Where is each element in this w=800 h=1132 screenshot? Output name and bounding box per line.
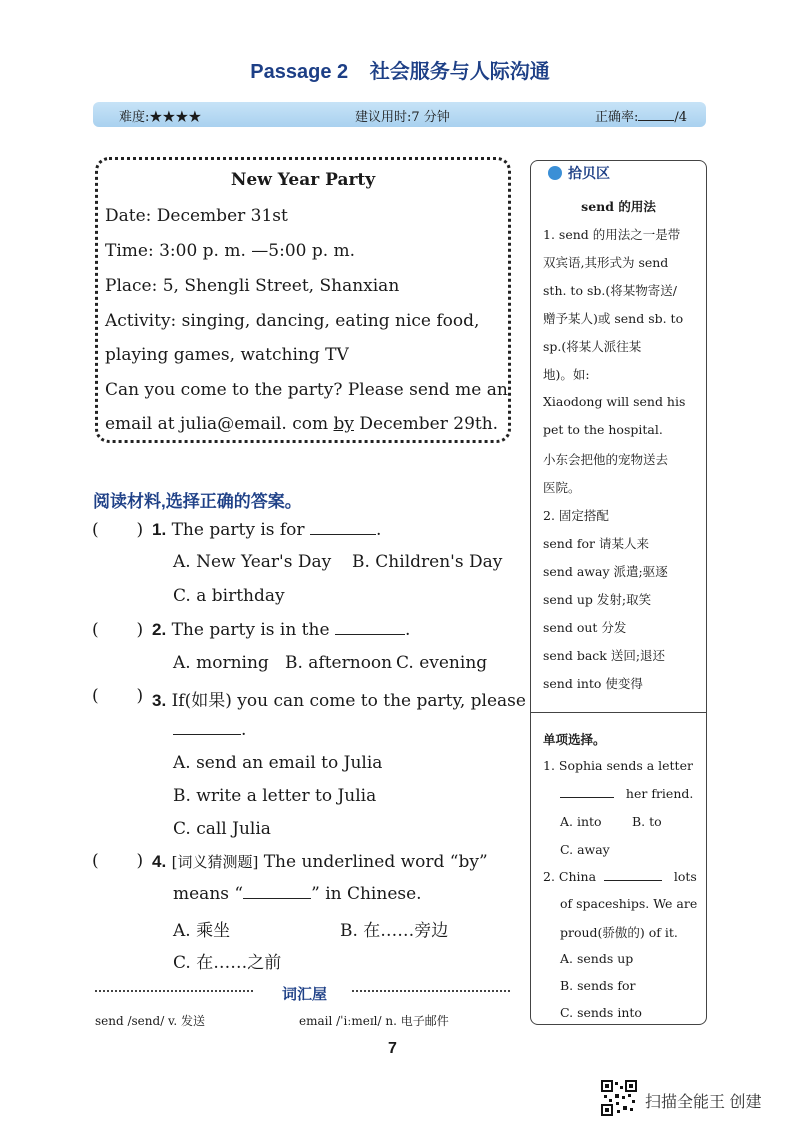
sidebar-line: 1. send 的用法之一是带: [543, 227, 681, 242]
notice-activity-2: playing games, watching TV: [105, 345, 349, 365]
exercise-line: [543, 869, 697, 884]
question-number: 3.: [152, 691, 167, 710]
exercise-option[interactable]: B. to: [632, 814, 662, 829]
sidebar-line: 赠予某人)或 send sb. to: [543, 311, 684, 326]
question-number: 2.: [152, 620, 167, 639]
exercise-text: lots: [673, 869, 697, 884]
sidebar-subtitle: send 的用法: [581, 199, 656, 214]
notice-frame: [95, 157, 511, 443]
question-4-line-2: [173, 884, 422, 904]
notice-time: Time: 3:00 p. m. —5:00 p. m.: [105, 241, 356, 261]
sidebar-line: 地)。如:: [543, 367, 590, 382]
question-number: 4.: [152, 852, 167, 871]
question-3: [152, 686, 526, 711]
accuracy-field: [595, 106, 687, 125]
answer-blank[interactable]: [310, 534, 376, 535]
invite-text-b: December 29th.: [353, 414, 499, 434]
accuracy-label: 正确率:: [595, 110, 639, 125]
question-1: [152, 520, 381, 540]
question-4: [152, 851, 488, 872]
passage-label: Passage 2: [250, 61, 349, 83]
question-end: .: [404, 620, 411, 640]
answer-blank[interactable]: [243, 898, 311, 899]
option-1c[interactable]: C. a birthday: [173, 586, 285, 606]
vocab-title: 词汇屋: [282, 986, 328, 1003]
exercise-option[interactable]: A. into: [560, 814, 602, 829]
option-4a[interactable]: A. 乘坐: [173, 921, 231, 941]
vocab-divider-left: [95, 990, 253, 992]
accuracy-total: /4: [674, 110, 688, 125]
shell-icon: [548, 166, 562, 180]
answer-blank[interactable]: [335, 634, 405, 635]
sidebar-line: sp.(将某人派往某: [543, 339, 642, 354]
accuracy-blank[interactable]: [638, 120, 674, 121]
answer-paren-4[interactable]: ( ): [92, 851, 144, 871]
question-text: The party is in the: [171, 620, 330, 640]
exercise-line: of spaceships. We are: [560, 896, 698, 911]
answer-paren-1[interactable]: ( ): [92, 520, 144, 540]
sidebar-divider: [530, 712, 707, 713]
exercise-blank[interactable]: [604, 880, 662, 881]
exercise-title: 单项选择。: [543, 733, 606, 747]
sidebar-line: sth. to sb.(将某物寄送/: [543, 283, 677, 298]
sidebar-line: send for 请某人来: [543, 536, 649, 551]
sidebar-line: send away 派遣;驱逐: [543, 564, 668, 579]
sidebar-line: send out 分发: [543, 620, 627, 635]
question-text-b: ” in Chinese.: [311, 884, 422, 904]
option-2b[interactable]: B. afternoon: [285, 653, 393, 673]
invite-text-a: email at julia@email. com: [105, 414, 334, 434]
question-end: .: [375, 520, 382, 540]
page-title: [0, 55, 800, 84]
question-text: If(如果) you can come to the party, please: [171, 691, 526, 711]
suggested-time: 建议用时:7 分钟: [355, 110, 450, 125]
vocab-divider-right: [352, 990, 510, 992]
exercise-option[interactable]: A. sends up: [560, 951, 634, 966]
exercise-text: 2. China: [543, 869, 597, 884]
option-3a[interactable]: A. send an email to Julia: [173, 753, 383, 773]
notice-title: New Year Party: [230, 170, 376, 190]
answer-blank[interactable]: [173, 734, 241, 735]
sidebar-heading: 拾贝区: [568, 165, 610, 181]
answer-paren-2[interactable]: ( ): [92, 620, 144, 640]
question-text: The underlined word “by”: [263, 852, 488, 872]
question-type-tag: [词义猜测题]: [171, 853, 259, 871]
underlined-word: by: [333, 414, 354, 434]
option-4b[interactable]: B. 在……旁边: [340, 921, 449, 941]
qr-code-icon: [601, 1080, 637, 1116]
exercise-option[interactable]: C. away: [560, 842, 610, 857]
info-bar: [93, 102, 706, 127]
answer-paren-3[interactable]: ( ): [92, 686, 144, 706]
option-3b[interactable]: B. write a letter to Julia: [173, 786, 377, 806]
option-2c[interactable]: C. evening: [396, 653, 488, 673]
question-end: .: [241, 720, 247, 740]
scanner-watermark: 扫描全能王 创建: [645, 1094, 762, 1111]
option-1a[interactable]: A. New Year's Day: [173, 552, 332, 572]
notice-activity-1: Activity: singing, dancing, eating nice food,: [105, 311, 480, 331]
question-3-line-2: [173, 720, 246, 740]
notice-invite-1: Can you come to the party? Please send me an: [105, 380, 508, 400]
sidebar-line: Xiaodong will send his: [543, 394, 686, 409]
exercise-text: her friend.: [625, 786, 694, 801]
sidebar-line: pet to the hospital.: [543, 422, 663, 437]
difficulty-rating: 难度:★★★★: [119, 110, 202, 125]
notice-place: Place: 5, Shengli Street, Shanxian: [105, 276, 400, 296]
passage-topic: 社会服务与人际沟通: [369, 61, 550, 83]
sidebar-line: 小东会把他的宠物送去: [543, 452, 669, 467]
sidebar-line: send into 使变得: [543, 676, 643, 691]
exercise-line: proud(骄傲的) of it.: [560, 925, 678, 940]
option-4c[interactable]: C. 在……之前: [173, 953, 282, 973]
option-1b[interactable]: B. Children's Day: [352, 552, 503, 572]
option-3c[interactable]: C. call Julia: [173, 819, 271, 839]
question-text: The party is for: [171, 520, 305, 540]
vocab-word-2: email /ˈiːmeɪl/ n. 电子邮件: [299, 1014, 449, 1028]
vocab-word-1: send /send/ v. 发送: [95, 1014, 206, 1028]
sidebar-line: 2. 固定搭配: [543, 508, 609, 523]
question-number: 1.: [152, 520, 167, 539]
question-2: [152, 620, 410, 640]
notice-invite-2: [105, 414, 498, 434]
option-2a[interactable]: A. morning: [173, 653, 269, 673]
exercise-blank[interactable]: [560, 797, 614, 798]
exercise-line: [560, 786, 693, 801]
question-text-a: means “: [173, 884, 244, 904]
instruction: 阅读材料,选择正确的答案。: [93, 492, 302, 511]
sidebar-line: 双宾语,其形式为 send: [543, 255, 669, 270]
exercise-option[interactable]: C. sends into: [560, 1005, 642, 1020]
exercise-line: 1. Sophia sends a letter: [543, 758, 693, 773]
exercise-option[interactable]: B. sends for: [560, 978, 636, 993]
sidebar-line: send up 发射;取笑: [543, 592, 652, 607]
sidebar-line: send back 送回;退还: [543, 648, 666, 663]
notice-date: Date: December 31st: [105, 206, 288, 226]
page-number: 7: [388, 1040, 397, 1057]
sidebar-line: 医院。: [543, 480, 581, 495]
